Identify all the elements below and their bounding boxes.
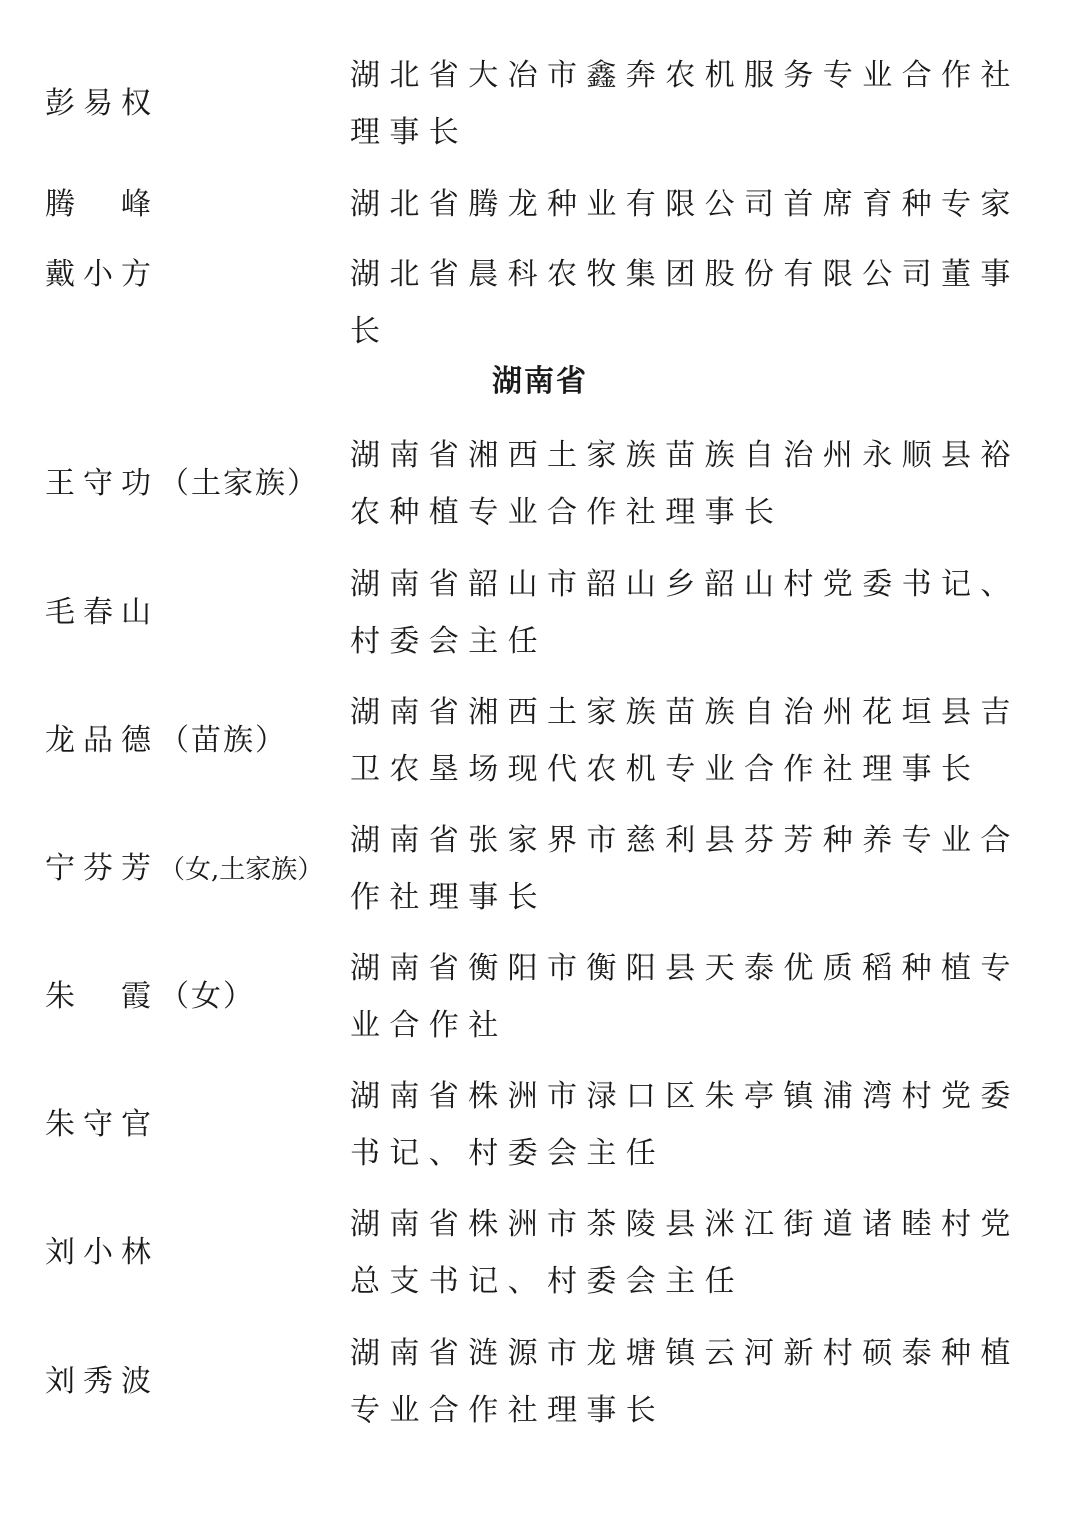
name-text: 戴小方: [45, 257, 159, 292]
person-name: [45, 86, 159, 122]
ethnic-note: （土家族）: [159, 466, 319, 501]
person-title: 湖南省韶山市韶山乡韶山村党委书记、村委会主任: [350, 567, 1020, 659]
person-name: [45, 723, 287, 759]
name-text: 宁芬芳: [45, 851, 159, 886]
person-title: 湖南省张家界市慈利县芬芳种养专业合作社理事长: [350, 823, 1020, 915]
person-name: [45, 979, 255, 1015]
name-text: 王守功: [45, 466, 159, 501]
person-title: 湖南省株洲市渌口区朱亭镇浦湾村党委书记、村委会主任: [350, 1079, 1020, 1171]
ethnic-note: （苗族）: [159, 723, 287, 758]
name-text: 朱 霞: [45, 979, 159, 1014]
person-title: 湖南省湘西土家族苗族自治州永顺县裕农种植专业合作社理事长: [350, 438, 1020, 530]
person-title: 湖南省衡阳市衡阳县天泰优质稻种植专业合作社: [350, 951, 1020, 1043]
person-title: 湖北省腾龙种业有限公司首席育种专家: [350, 187, 1020, 222]
person-name: [45, 466, 319, 502]
person-title: 湖南省涟源市龙塘镇云河新村硕泰种植专业合作社理事长: [350, 1336, 1020, 1428]
person-name: [45, 595, 159, 631]
name-text: 腾 峰: [45, 187, 159, 222]
name-text: 朱守官: [45, 1107, 159, 1142]
name-text: 彭易权: [45, 86, 159, 121]
name-text: 毛春山: [45, 595, 159, 630]
name-text: 刘小林: [45, 1235, 159, 1270]
person-name: [45, 1364, 159, 1400]
person-title: 湖北省大冶市鑫奔农机服务专业合作社理事长: [350, 58, 1020, 150]
person-name: [45, 257, 159, 293]
section-heading: 湖南省: [492, 364, 588, 399]
name-text: 龙品德: [45, 723, 159, 758]
person-name: [45, 1235, 159, 1271]
person-title: 湖北省晨科农牧集团股份有限公司董事长: [350, 257, 1020, 349]
person-name: [45, 851, 323, 888]
person-title: 湖南省株洲市茶陵县洣江街道诸睦村党总支书记、村委会主任: [350, 1207, 1020, 1299]
name-text: 刘秀波: [45, 1364, 159, 1399]
person-title: 湖南省湘西土家族苗族自治州花垣县吉卫农垦场现代农机专业合作社理事长: [350, 695, 1020, 787]
person-name: [45, 1107, 159, 1143]
ethnic-note: （女）: [159, 979, 255, 1014]
ethnic-note: （女,土家族）: [159, 855, 324, 885]
person-name: [45, 187, 159, 223]
